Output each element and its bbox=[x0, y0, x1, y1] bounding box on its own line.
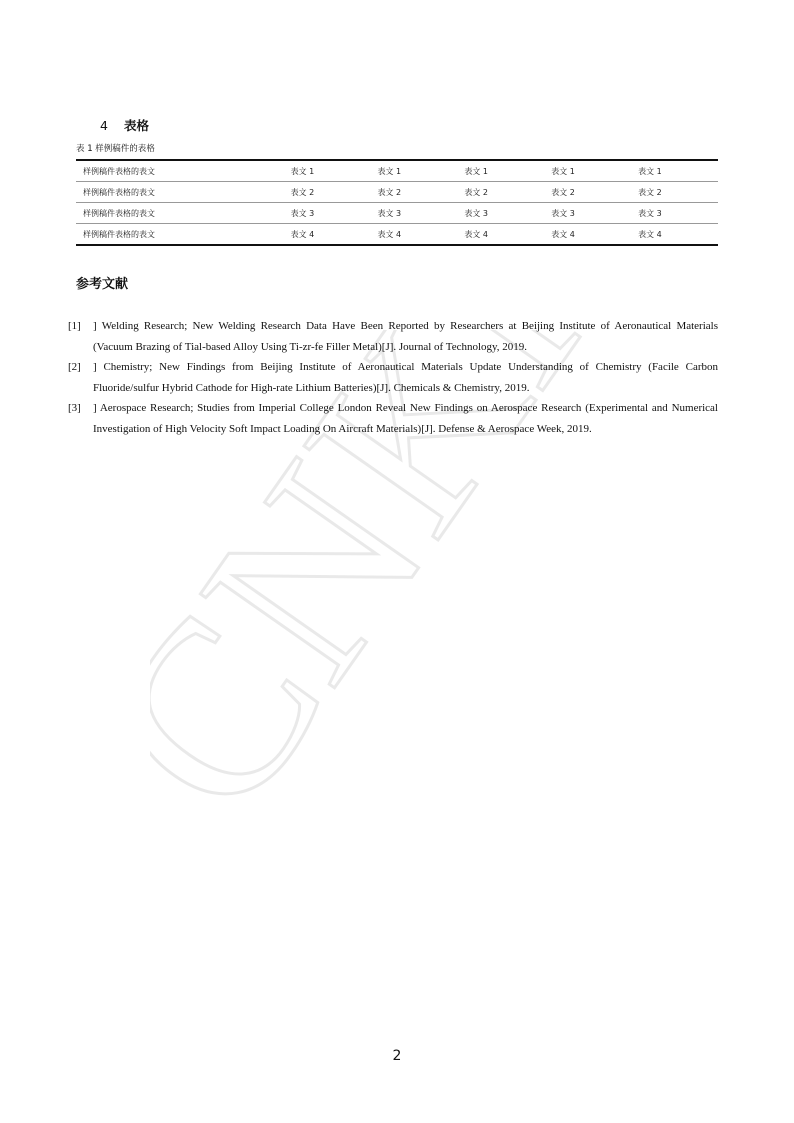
table-cell: 表文 2 bbox=[631, 182, 718, 203]
table-cell-label: 样例稿件表格的表文 bbox=[83, 229, 155, 239]
table-caption: 表 1 样例稿件的表格 bbox=[76, 144, 155, 154]
table-cell: 表文 4 bbox=[551, 229, 575, 239]
reference-text: ] Chemistry; New Findings from Beijing Institute of Aeronautical Materials Update Understanding of Chemistry (Facile Carbon Fluoride/sulfur Hybrid Cathode for High-rate Lithium Batteries)[J]. Chemicals & Chemistry, 2019. bbox=[93, 361, 718, 394]
table-row bbox=[76, 203, 718, 224]
reference-text: ] Aerospace Research; Studies from Imperial College London Reveal New Findings on Aerospace Research (Experimental and Numerical Investigation of High Velocity Soft Impact Loading On Aircraft Materials)[J]. Defense & Aerospace Week, 2019. bbox=[93, 402, 718, 435]
table-cell: 表文 1 bbox=[284, 160, 371, 182]
section-title: 表格 bbox=[123, 118, 149, 133]
section-number: 4 bbox=[100, 118, 108, 133]
reference-index: [3] bbox=[68, 402, 81, 414]
sample-table bbox=[76, 159, 718, 246]
references-list bbox=[68, 316, 718, 439]
table-cell: 表文 3 bbox=[544, 203, 631, 224]
table-cell: 表文 2 bbox=[371, 182, 458, 203]
reference-item bbox=[68, 357, 718, 398]
table-cell: 表文 3 bbox=[284, 203, 371, 224]
table-cell-label: 样例稿件表格的表文 bbox=[76, 203, 284, 224]
table-cell: 表文 4 bbox=[464, 229, 488, 239]
table-cell: 表文 1 bbox=[544, 160, 631, 182]
reference-item bbox=[68, 316, 718, 357]
table-cell-label: 样例稿件表格的表文 bbox=[76, 182, 284, 203]
table-cell: 表文 3 bbox=[457, 203, 544, 224]
watermark-text: CNKI bbox=[150, 330, 631, 800]
section-heading bbox=[100, 116, 149, 134]
references-heading: 参考文献 bbox=[76, 277, 129, 292]
table-cell: 表文 4 bbox=[377, 229, 402, 239]
reference-index: [2] bbox=[68, 361, 81, 373]
table-cell: 表文 1 bbox=[371, 160, 458, 182]
table-cell: 表文 2 bbox=[544, 182, 631, 203]
table-cell: 表文 2 bbox=[284, 182, 371, 203]
table-cell: 表文 3 bbox=[631, 203, 718, 224]
reference-item bbox=[68, 398, 718, 439]
table-cell: 表文 3 bbox=[371, 203, 458, 224]
table-cell: 表文 4 bbox=[290, 229, 315, 239]
reference-index: [1] bbox=[68, 320, 81, 332]
table-cell: 表文 2 bbox=[457, 182, 544, 203]
table-cell: 表文 4 bbox=[638, 229, 662, 239]
table-row bbox=[76, 182, 718, 203]
table-cell: 表文 1 bbox=[631, 160, 718, 182]
reference-text: ] Welding Research; New Welding Research Data Have Been Reported by Researchers at Beijing Institute of Aeronautical Materials (Vacuum Brazing of Tial-based Alloy Using Ti-zr-fe Filler Metal)[J]. Journal of Technology, 2019. bbox=[93, 320, 718, 353]
table-body bbox=[76, 160, 718, 245]
table-cell: 表文 1 bbox=[457, 160, 544, 182]
page-number: 2 bbox=[392, 1048, 402, 1064]
table-row bbox=[76, 160, 718, 182]
table-row bbox=[76, 224, 718, 246]
table-cell-label: 样例稿件表格的表文 bbox=[76, 160, 284, 182]
